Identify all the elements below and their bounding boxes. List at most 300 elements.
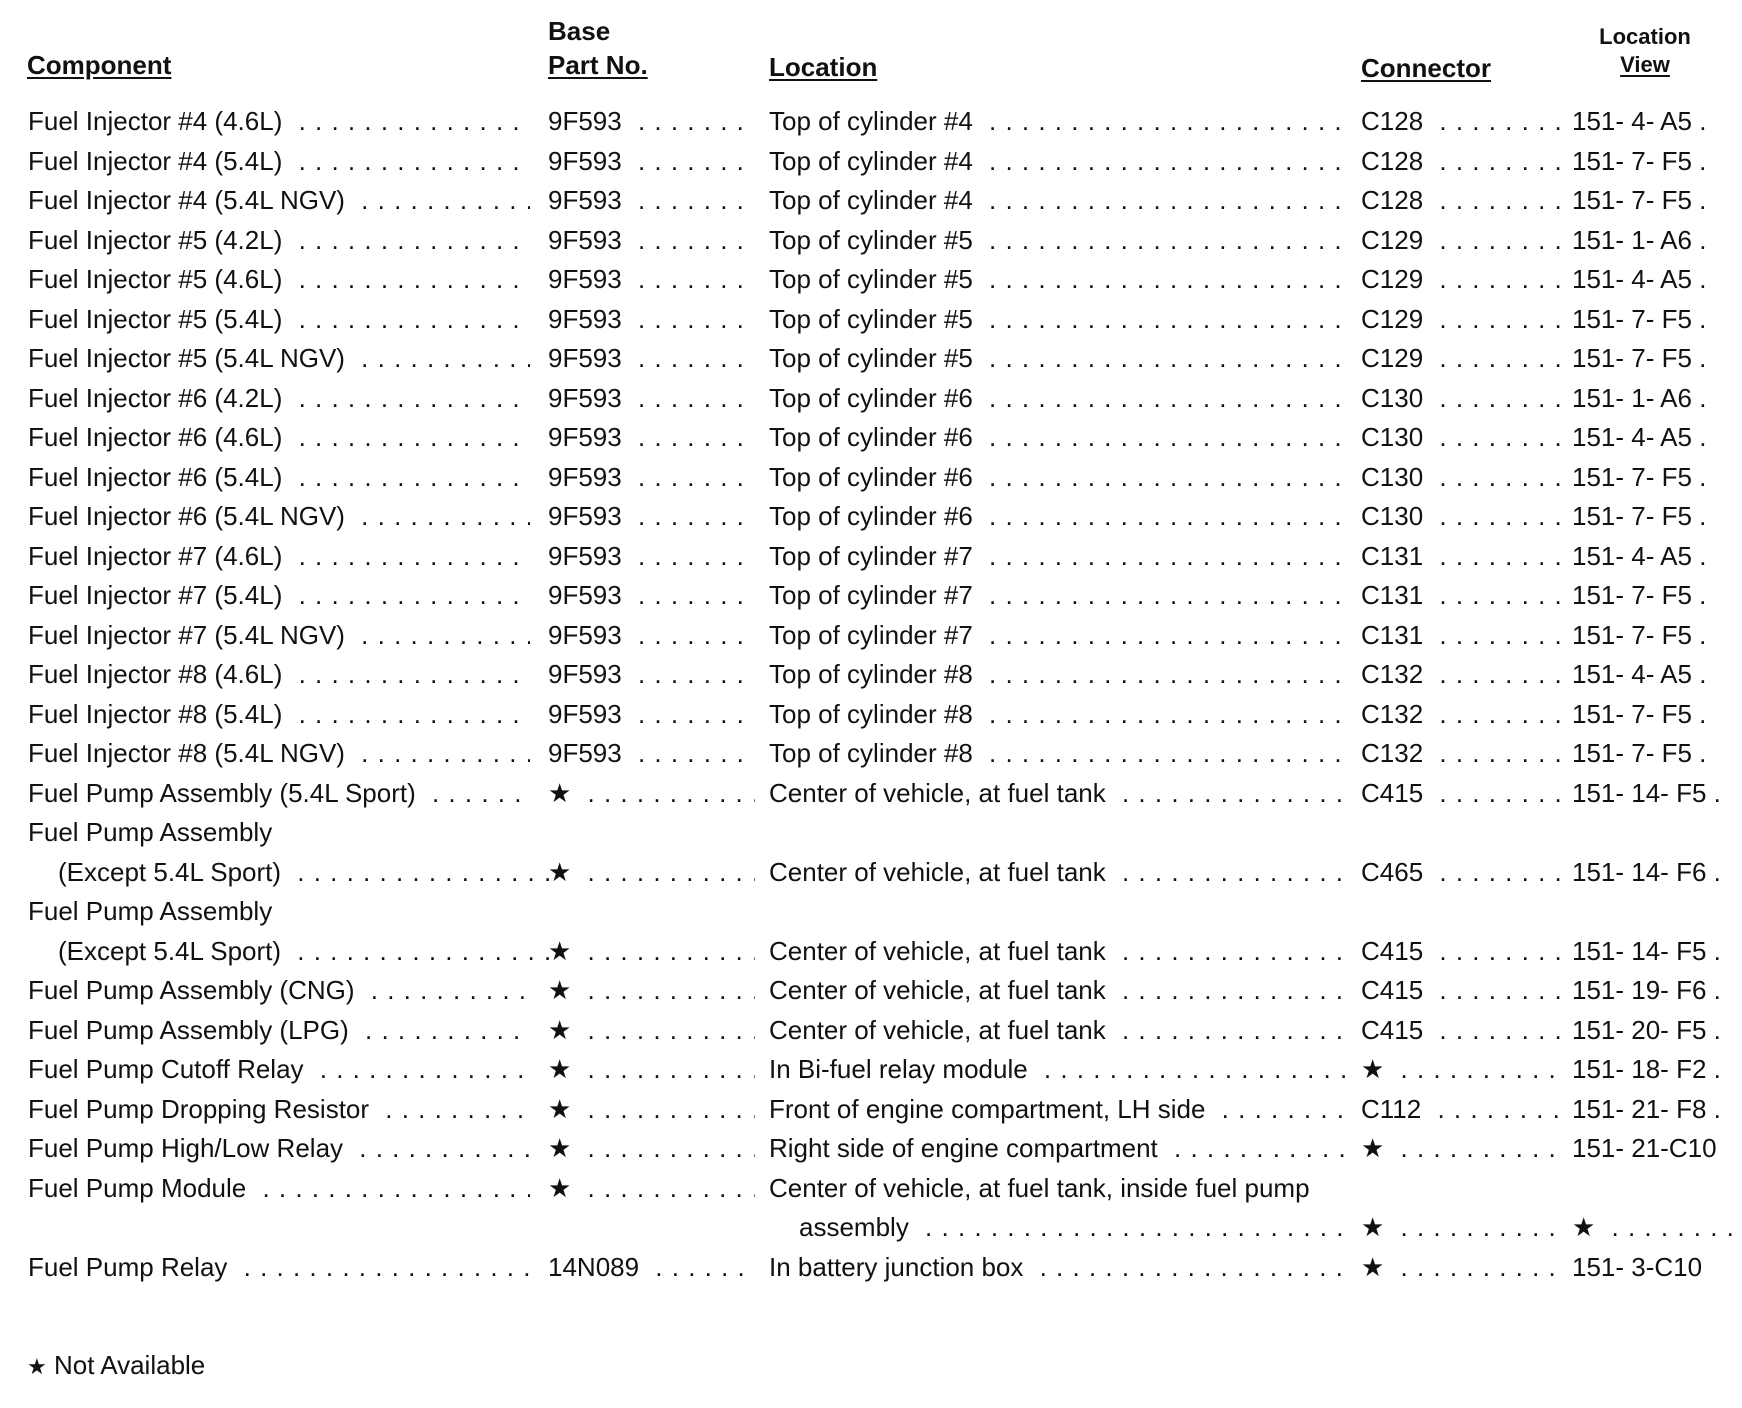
table-row	[0, 339, 1742, 379]
part-cell-text: ★ . . .	[548, 932, 755, 972]
connector-cell	[1361, 221, 1566, 261]
location-cell-text: Top of cylinder #6 . . .	[769, 379, 1353, 419]
location-cell	[769, 181, 1353, 221]
location-cell	[769, 695, 1353, 735]
table-row	[0, 458, 1742, 498]
location-view-cell	[1572, 695, 1742, 735]
table-row	[0, 1129, 1742, 1169]
location-cell	[769, 142, 1353, 182]
component-cell-text: Fuel Injector #7 (4.6L) . . .	[28, 537, 530, 577]
connector-cell-text: C415 . . .	[1361, 932, 1566, 972]
connector-cell	[1361, 1050, 1566, 1090]
table-row	[0, 616, 1742, 656]
connector-cell	[1361, 260, 1566, 300]
location-cell-text: Top of cylinder #6 . . .	[769, 497, 1353, 537]
location-view-cell-text: 151- 20- F5 .	[1572, 1014, 1721, 1045]
location-view-cell	[1572, 221, 1742, 261]
component-cell-text: Fuel Injector #8 (5.4L) . . .	[28, 695, 530, 735]
connector-cell	[1361, 458, 1566, 498]
part-cell-text: 9F593 . . .	[548, 181, 755, 221]
component-cell	[28, 221, 530, 261]
component-table	[0, 102, 1742, 1287]
column-header-component: Component	[27, 50, 172, 80]
part-cell-text: 9F593 . . .	[548, 379, 755, 419]
part-cell	[548, 379, 755, 419]
part-cell-text: ★ . . .	[548, 1090, 755, 1130]
column-header-location: Location	[769, 52, 878, 82]
component-cell-text: Fuel Pump Assembly (CNG) . . .	[28, 971, 530, 1011]
location-cell	[769, 1208, 1353, 1248]
column-header-base-part-no	[548, 14, 648, 82]
location-cell	[769, 221, 1353, 261]
component-cell-text: (Except 5.4L Sport) . . .	[58, 932, 560, 972]
location-view-cell	[1572, 576, 1742, 616]
part-cell	[548, 853, 755, 893]
part-cell-text: 9F593 . . .	[548, 142, 755, 182]
connector-cell-text: C128 . . .	[1361, 181, 1566, 221]
location-view-cell-text: 151- 7- F5 .	[1572, 738, 1707, 768]
location-view-cell	[1572, 339, 1742, 379]
connector-cell	[1361, 497, 1566, 537]
part-cell-text: 9F593 . . .	[548, 537, 755, 577]
component-cell-text: Fuel Injector #5 (4.2L) . . .	[28, 221, 530, 261]
part-cell	[548, 260, 755, 300]
component-cell	[28, 655, 530, 695]
connector-cell-text: C112 . . .	[1361, 1090, 1566, 1130]
part-cell	[548, 339, 755, 379]
table-row	[0, 695, 1742, 735]
connector-cell-text: C130 . . .	[1361, 379, 1566, 419]
location-view-line1: Location	[1599, 24, 1691, 49]
location-cell	[769, 734, 1353, 774]
star-icon: ★	[27, 1354, 47, 1379]
part-cell	[548, 616, 755, 656]
location-view-cell-text: 151- 4- A5 .	[1572, 422, 1707, 452]
connector-cell	[1361, 142, 1566, 182]
location-view-cell-text: 151- 7- F5 .	[1572, 303, 1707, 334]
part-cell	[548, 1011, 755, 1051]
location-view-cell-text: 151- 7- F5 .	[1572, 145, 1707, 176]
table-row	[0, 1090, 1742, 1130]
location-cell-text: Top of cylinder #5 . . .	[769, 300, 1353, 340]
part-cell-text: 9F593 . . .	[548, 102, 755, 142]
location-view-cell	[1572, 300, 1742, 340]
part-cell	[548, 932, 755, 972]
component-cell	[28, 576, 530, 616]
location-cell	[769, 379, 1353, 419]
location-cell-text: Top of cylinder #7 . . .	[769, 576, 1353, 616]
part-cell-text: 9F593 . . .	[548, 695, 755, 735]
location-view-cell-text: 151- 21-C10	[1572, 1133, 1717, 1163]
connector-cell-text: C128 . . .	[1361, 102, 1566, 142]
location-cell-text: Front of engine compartment, LH side . . .	[769, 1090, 1353, 1130]
location-cell-line1: Center of vehicle, at fuel tank, inside fuel pump	[769, 1172, 1310, 1203]
part-cell	[548, 458, 755, 498]
location-cell-text: Top of cylinder #4 . . .	[769, 181, 1353, 221]
location-cell	[769, 774, 1353, 814]
connector-cell-text: C130 . . .	[1361, 418, 1566, 458]
component-cell	[28, 458, 530, 498]
location-view-cell-text: 151- 14- F6 .	[1572, 856, 1721, 887]
location-cell	[769, 102, 1353, 142]
part-cell	[548, 695, 755, 735]
component-cell	[28, 339, 530, 379]
part-cell-text: 9F593 . . .	[548, 339, 755, 379]
table-row	[0, 1248, 1742, 1288]
location-cell-text: Top of cylinder #7 . . .	[769, 616, 1353, 656]
base-part-line1: Base	[548, 16, 611, 46]
component-cell-text: Fuel Injector #4 (5.4L) . . .	[28, 142, 530, 182]
location-cell-text: In battery junction box . . .	[769, 1248, 1353, 1288]
location-view-cell-text: 151- 3-C10	[1572, 1251, 1703, 1282]
connector-cell-text: C131 . . .	[1361, 576, 1566, 616]
location-view-cell	[1572, 1248, 1742, 1288]
component-cell	[28, 1011, 530, 1051]
component-cell	[28, 695, 530, 735]
location-cell	[769, 418, 1353, 458]
connector-cell-text: C415 . . .	[1361, 971, 1566, 1011]
table-row	[0, 379, 1742, 419]
connector-cell	[1361, 1208, 1566, 1248]
part-cell-text: 14N089 . . .	[548, 1248, 755, 1288]
component-cell-text: Fuel Pump Dropping Resistor . . .	[28, 1090, 530, 1130]
table-row	[0, 971, 1742, 1011]
location-cell	[769, 1129, 1353, 1169]
component-cell	[28, 181, 530, 221]
component-cell	[28, 734, 530, 774]
location-view-cell-text: 151- 18- F2 .	[1572, 1054, 1721, 1084]
connector-cell	[1361, 932, 1566, 972]
component-cell-text: Fuel Injector #4 (5.4L NGV) . . .	[28, 181, 530, 221]
part-cell-text: 9F593 . . .	[548, 418, 755, 458]
base-part-line2: Part No.	[548, 50, 648, 80]
component-cell	[28, 537, 530, 577]
connector-cell-text: C128 . . .	[1361, 142, 1566, 182]
connector-cell-text: C129 . . .	[1361, 300, 1566, 340]
component-cell	[28, 1090, 530, 1130]
table-row	[0, 1050, 1742, 1090]
location-cell-text: Center of vehicle, at fuel tank . . .	[769, 1011, 1353, 1051]
connector-cell-text: C130 . . .	[1361, 497, 1566, 537]
location-view-cell-text: 151- 14- F5 .	[1572, 935, 1721, 966]
location-cell	[769, 1090, 1353, 1130]
component-cell	[28, 142, 530, 182]
part-cell	[548, 537, 755, 577]
location-view-cell-text: 151- 4- A5 .	[1572, 264, 1707, 294]
location-cell-text: Top of cylinder #8 . . .	[769, 655, 1353, 695]
table-row	[0, 1011, 1742, 1051]
part-cell	[548, 418, 755, 458]
location-view-cell	[1572, 458, 1742, 498]
part-cell-text: 9F593 . . .	[548, 616, 755, 656]
footnote-text: Not Available	[53, 1350, 206, 1380]
connector-cell	[1361, 616, 1566, 656]
part-cell-text: 9F593 . . .	[548, 260, 755, 300]
location-cell-text: Center of vehicle, at fuel tank . . .	[769, 853, 1353, 893]
location-cell	[769, 1011, 1353, 1051]
component-cell	[28, 1169, 530, 1209]
component-cell	[28, 497, 530, 537]
component-cell-text: Fuel Injector #5 (5.4L) . . .	[28, 300, 530, 340]
connector-cell-text: ★ . . .	[1361, 1208, 1566, 1248]
component-cell-text: Fuel Injector #6 (5.4L NGV) . . .	[28, 497, 530, 537]
location-cell	[769, 932, 1353, 972]
component-cell	[28, 418, 530, 458]
component-cell	[28, 616, 530, 656]
location-view-cell	[1572, 971, 1742, 1011]
column-header-connector: Connector	[1361, 53, 1491, 83]
location-cell	[769, 497, 1353, 537]
part-cell-text: ★ . . .	[548, 774, 755, 814]
component-cell	[28, 971, 530, 1011]
component-cell-text: Fuel Injector #8 (4.6L) . . .	[28, 655, 530, 695]
part-cell	[548, 300, 755, 340]
table-row	[0, 813, 1742, 892]
location-view-cell	[1572, 616, 1742, 656]
connector-cell	[1361, 971, 1566, 1011]
component-cell-text: Fuel Injector #7 (5.4L) . . .	[28, 576, 530, 616]
table-row	[0, 892, 1742, 971]
column-header-location-view	[1580, 23, 1710, 79]
location-cell	[769, 655, 1353, 695]
location-cell-text: Top of cylinder #4 . . .	[769, 142, 1353, 182]
table-row	[0, 300, 1742, 340]
location-cell-text: Top of cylinder #5 . . .	[769, 221, 1353, 261]
part-cell	[548, 497, 755, 537]
connector-cell-text: C415 . . .	[1361, 1011, 1566, 1051]
part-cell	[548, 576, 755, 616]
location-cell	[769, 339, 1353, 379]
location-view-cell	[1572, 932, 1742, 972]
location-cell-text: Top of cylinder #6 . . .	[769, 418, 1353, 458]
location-cell-text: Top of cylinder #8 . . .	[769, 734, 1353, 774]
component-cell-text: Fuel Injector #5 (5.4L NGV) . . .	[28, 339, 530, 379]
component-cell-text: Fuel Injector #6 (5.4L) . . .	[28, 458, 530, 498]
part-cell	[548, 971, 755, 1011]
location-cell-text: In Bi-fuel relay module . . .	[769, 1050, 1353, 1090]
location-cell	[769, 1050, 1353, 1090]
component-cell	[28, 1248, 530, 1288]
part-cell	[548, 655, 755, 695]
part-cell-text: ★ . . .	[548, 1169, 755, 1209]
connector-cell	[1361, 1090, 1566, 1130]
connector-cell	[1361, 655, 1566, 695]
location-view-cell	[1572, 260, 1742, 300]
connector-cell	[1361, 102, 1566, 142]
component-cell-text: Fuel Injector #6 (4.2L) . . .	[28, 379, 530, 419]
location-cell	[769, 537, 1353, 577]
connector-cell	[1361, 379, 1566, 419]
connector-cell	[1361, 1248, 1566, 1288]
component-cell-line1: Fuel Pump Assembly	[28, 817, 273, 847]
component-cell-text: Fuel Pump High/Low Relay . . .	[28, 1129, 530, 1169]
component-cell-text: Fuel Injector #4 (4.6L) . . .	[28, 102, 530, 142]
location-view-cell	[1572, 1129, 1742, 1169]
table-row	[0, 537, 1742, 577]
part-cell-text: ★ . . .	[548, 1050, 755, 1090]
table-row	[0, 181, 1742, 221]
part-cell	[548, 1050, 755, 1090]
table-row	[0, 260, 1742, 300]
location-view-cell-text: 151- 7- F5 .	[1572, 501, 1707, 531]
connector-cell	[1361, 1011, 1566, 1051]
location-cell-text: Top of cylinder #4 . . .	[769, 102, 1353, 142]
component-cell	[28, 1129, 530, 1169]
part-cell	[548, 1090, 755, 1130]
location-cell	[769, 1248, 1353, 1288]
location-cell-text: Center of vehicle, at fuel tank . . .	[769, 971, 1353, 1011]
table-row	[0, 221, 1742, 261]
location-view-cell	[1572, 1011, 1742, 1051]
location-cell	[769, 458, 1353, 498]
part-cell-text: ★ . . .	[548, 853, 755, 893]
location-cell-text: assembly . . .	[799, 1208, 1353, 1248]
location-cell	[769, 576, 1353, 616]
connector-cell-text: ★ . . .	[1361, 1129, 1566, 1169]
component-cell-text: Fuel Pump Relay . . .	[28, 1248, 530, 1288]
location-view-cell	[1572, 102, 1742, 142]
table-row	[0, 774, 1742, 814]
location-view-cell-text: 151- 7- F5 .	[1572, 619, 1707, 650]
connector-cell	[1361, 1129, 1566, 1169]
part-cell-text: 9F593 . . .	[548, 300, 755, 340]
connector-cell-text: ★ . . .	[1361, 1248, 1566, 1288]
component-cell-text: Fuel Pump Assembly (5.4L Sport) . . .	[28, 774, 530, 814]
location-cell-text: Top of cylinder #7 . . .	[769, 537, 1353, 577]
part-cell-text: ★ . . .	[548, 971, 755, 1011]
connector-cell-text: C129 . . .	[1361, 221, 1566, 261]
component-cell	[28, 932, 560, 972]
part-cell	[548, 221, 755, 261]
location-view-cell	[1572, 181, 1742, 221]
location-cell-text: Top of cylinder #5 . . .	[769, 260, 1353, 300]
location-view-cell	[1572, 734, 1742, 774]
connector-cell	[1361, 734, 1566, 774]
connector-cell	[1361, 300, 1566, 340]
component-cell	[28, 774, 530, 814]
location-view-cell-text: ★ . . .	[1572, 1208, 1742, 1248]
connector-cell-text: C131 . . .	[1361, 537, 1566, 577]
location-view-cell	[1572, 774, 1742, 814]
component-cell-text: Fuel Injector #8 (5.4L NGV) . . .	[28, 734, 530, 774]
connector-cell-text: ★ . . .	[1361, 1050, 1566, 1090]
part-cell	[548, 142, 755, 182]
location-view-cell	[1572, 418, 1742, 458]
location-view-cell	[1572, 1090, 1742, 1130]
location-cell-text: Center of vehicle, at fuel tank . . .	[769, 774, 1353, 814]
location-cell-text: Top of cylinder #5 . . .	[769, 339, 1353, 379]
location-view-cell	[1572, 142, 1742, 182]
footnote	[27, 1348, 205, 1384]
table-row	[0, 576, 1742, 616]
location-view-cell	[1572, 497, 1742, 537]
part-cell	[548, 734, 755, 774]
table-row	[0, 102, 1742, 142]
part-cell-text: 9F593 . . .	[548, 576, 755, 616]
table-row	[0, 655, 1742, 695]
connector-cell	[1361, 418, 1566, 458]
location-view-cell-text: 151- 21- F8 .	[1572, 1093, 1721, 1124]
part-cell-text: 9F593 . . .	[548, 655, 755, 695]
connector-cell-text: C129 . . .	[1361, 339, 1566, 379]
part-cell	[548, 1129, 755, 1169]
part-cell	[548, 1248, 755, 1288]
location-view-cell	[1572, 379, 1742, 419]
location-cell	[769, 260, 1353, 300]
connector-cell-text: C132 . . .	[1361, 655, 1566, 695]
component-cell-text: Fuel Injector #7 (5.4L NGV) . . .	[28, 616, 530, 656]
table-row	[0, 1169, 1742, 1248]
table-row	[0, 142, 1742, 182]
connector-cell	[1361, 576, 1566, 616]
part-cell	[548, 181, 755, 221]
part-cell	[548, 774, 755, 814]
location-view-cell-text: 151- 7- F5 .	[1572, 580, 1707, 610]
connector-cell-text: C465 . . .	[1361, 853, 1566, 893]
connector-cell-text: C131 . . .	[1361, 616, 1566, 656]
location-view-cell	[1572, 853, 1742, 893]
component-cell-text: Fuel Pump Assembly (LPG) . . .	[28, 1011, 530, 1051]
part-cell-text: 9F593 . . .	[548, 458, 755, 498]
component-cell	[28, 379, 530, 419]
connector-cell	[1361, 339, 1566, 379]
location-cell	[769, 300, 1353, 340]
connector-cell-text: C415 . . .	[1361, 774, 1566, 814]
connector-cell	[1361, 853, 1566, 893]
location-view-cell-text: 151- 4- A5 .	[1572, 659, 1707, 689]
table-row	[0, 418, 1742, 458]
component-cell	[28, 300, 530, 340]
part-cell-text: 9F593 . . .	[548, 734, 755, 774]
connector-cell-text: C130 . . .	[1361, 458, 1566, 498]
location-view-cell-text: 151- 19- F6 .	[1572, 975, 1721, 1005]
location-view-cell-text: 151- 1- A6 .	[1572, 224, 1707, 255]
table-row	[0, 497, 1742, 537]
table-row	[0, 734, 1742, 774]
location-cell-text: Center of vehicle, at fuel tank . . .	[769, 932, 1353, 972]
connector-cell	[1361, 537, 1566, 577]
location-view-cell-text: 151- 1- A6 .	[1572, 382, 1707, 413]
component-cell	[28, 102, 530, 142]
connector-cell	[1361, 774, 1566, 814]
part-cell	[548, 1169, 755, 1209]
component-cell-line1: Fuel Pump Assembly	[28, 896, 273, 926]
part-cell	[548, 102, 755, 142]
location-cell-text: Top of cylinder #6 . . .	[769, 458, 1353, 498]
connector-cell-text: C129 . . .	[1361, 260, 1566, 300]
location-view-cell	[1572, 537, 1742, 577]
location-view-cell-text: 151- 7- F5 .	[1572, 461, 1707, 492]
connector-cell	[1361, 181, 1566, 221]
part-cell-text: 9F593 . . .	[548, 497, 755, 537]
location-view-cell-text: 151- 4- A5 .	[1572, 106, 1707, 136]
location-cell	[769, 853, 1353, 893]
connector-cell-text: C132 . . .	[1361, 734, 1566, 774]
location-view-cell-text: 151- 14- F5 .	[1572, 777, 1721, 808]
location-cell	[769, 616, 1353, 656]
connector-cell-text: C132 . . .	[1361, 695, 1566, 735]
component-cell-text: Fuel Injector #5 (4.6L) . . .	[28, 260, 530, 300]
location-view-cell-text: 151- 4- A5 .	[1572, 540, 1707, 571]
part-cell-text: ★ . . .	[548, 1129, 755, 1169]
component-cell	[28, 260, 530, 300]
location-cell-text: Top of cylinder #8 . . .	[769, 695, 1353, 735]
location-view-cell	[1572, 1208, 1742, 1248]
component-cell-text: Fuel Pump Module . . .	[28, 1169, 530, 1209]
component-cell	[28, 853, 560, 893]
location-cell	[769, 971, 1353, 1011]
part-cell-text: 9F593 . . .	[548, 221, 755, 261]
